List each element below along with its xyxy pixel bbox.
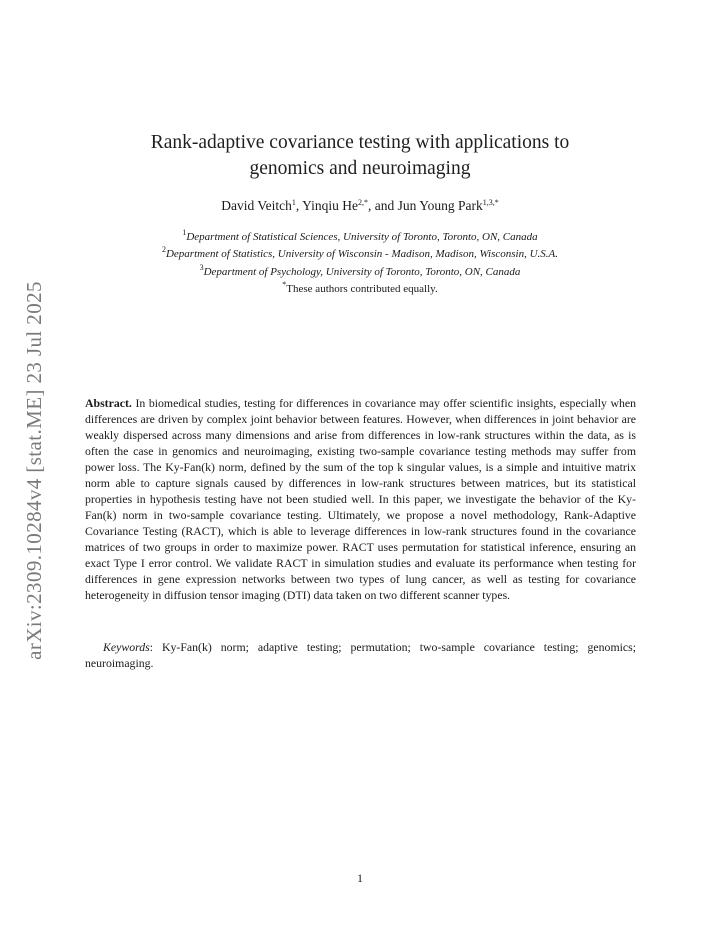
- author-name: Yinqiu He: [302, 198, 358, 213]
- affiliation: [80, 229, 640, 246]
- affiliation-text: Department of Statistical Sciences, University of Toronto, Toronto, ON, Canada: [186, 231, 538, 243]
- affiliation-mark: 2: [161, 245, 166, 255]
- abstract: [85, 395, 636, 603]
- author-name: David Veitch: [221, 198, 292, 213]
- author-name: Jun Young Park: [397, 198, 483, 213]
- page-number: 1: [357, 871, 363, 885]
- title-line: Rank-adaptive covariance testing with applications to: [150, 132, 570, 153]
- equal-contribution-text: These authors contributed equally.: [286, 283, 438, 296]
- equal-contribution-note: [80, 281, 640, 298]
- author-affiliation-mark: 2,*: [357, 198, 368, 207]
- paper-title: [100, 130, 620, 182]
- affiliation: [80, 264, 640, 281]
- author-separator: , and: [367, 198, 398, 213]
- author-separator: ,: [295, 198, 303, 213]
- keywords-text: Ky-Fan(k) norm; adaptive testing; permutation; two-sample covariance testing; genomics; neuroimaging.: [85, 640, 636, 670]
- author-affiliation-mark: 1: [291, 198, 296, 207]
- affiliations: [80, 229, 640, 299]
- arxiv-identifier-margin: [14, 255, 54, 685]
- affiliation-mark: 3: [199, 262, 204, 272]
- affiliation-text: Department of Psychology, University of Toronto, Toronto, ON, Canada: [203, 265, 521, 278]
- title-line: genomics and neuroimaging: [249, 158, 471, 179]
- keywords: Keywords: Ky-Fan(k) norm; adaptive testing; permutation; two-sample covariance testing; genomics; neuroimaging.: [85, 640, 636, 670]
- author-affiliation-mark: 1,3,*: [482, 198, 499, 207]
- footnote-mark: *: [282, 280, 287, 290]
- affiliation: [80, 246, 640, 263]
- abstract-text: In biomedical studies, testing for differences in covariance may offer scientific insights, especially when differences are driven by complex joint behavior between features. However, when differences in joint behavior are weakly dispersed across many dimensions and arise from differences in low-rank structures within the data, as is often the case in genomics and neuroimaging, existing two-sample covariance testing methods may suffer from power loss. The Ky-Fan(k) norm, defined by the sum of the top k singular values, is a simple and intuitive matrix norm able to capture signals caused by differences in low-rank structures between matrices, but its statistical properties in hypothesis testing have not been studied well. In this paper, we investigate the behavior of the Ky-Fan(k) norm in two-sample covariance testing. Ultimately, we propose a novel methodology, Rank-Adaptive Covariance Testing (RACT), which is able to leverage differences in low-rank structures found in the covariance matrices of two groups in order to maximize power. RACT uses permutation for statistical inference, ensuring an exact Type I error control. We validate RACT in simulation studies and evaluate its performance when testing for differences in gene expression networks between two types of lung cancer, as well as testing for covariance heterogeneity in diffusion tensor imaging (DTI) data taken on two different scanner types.: [85, 396, 637, 602]
- keywords-label: Keywords: [103, 640, 150, 654]
- author-list: [100, 198, 620, 214]
- affiliation-text: Department of Statistics, University of Wisconsin - Madison, Madison, Wisconsin, U.S.A.: [165, 248, 558, 261]
- abstract-label: Abstract.: [85, 396, 132, 410]
- affiliation-mark: 1: [182, 228, 187, 237]
- arxiv-identifier: arXiv:2309.10284v4 [stat.ME] 23 Jul 2025: [21, 280, 46, 660]
